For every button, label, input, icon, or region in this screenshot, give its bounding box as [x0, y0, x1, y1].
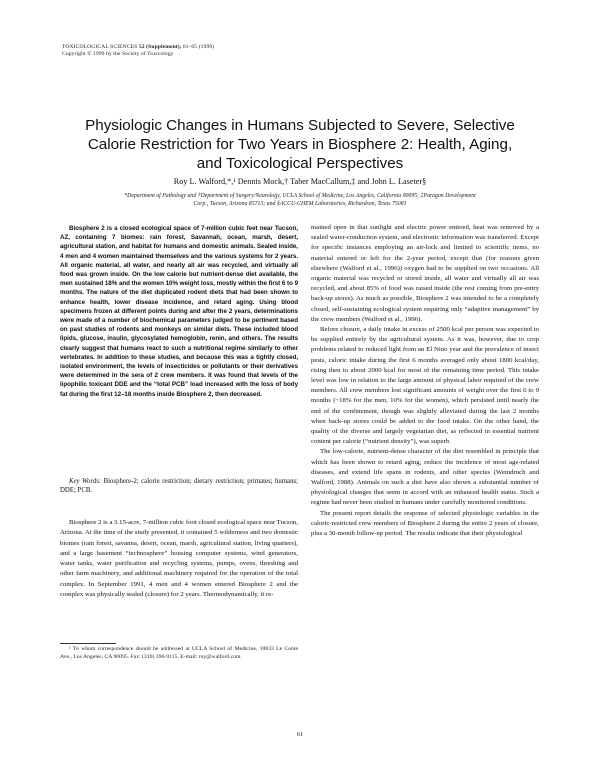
- keywords-text: Biosphere-2; calorie restriction; dietary restriction; primates; humans; DDE; PCB.: [60, 478, 298, 495]
- intro-paragraph-1-continued: mained open in that sunlight and electric power entered, heat was removed by a sealed water-conduction system, and electronic information was transferred. Except for specific instances employing an air-lock and limited to scientific items, no material entered or left for the 2-year period, except that (for reasons given elsewhere (Walford et al., 1996)) oxygen had to be supplied on two occasions. All organic material was recycled or stored inside, all water and virtually all air was recycled, and about 85% of food was raised inside (the rest coming from pre-entry back-up stores). As much as possible, Biosphere 2 was intended to be a completely closed, self-sustaining ecological system requiring only “adaptive management” by the crew members (Walford et al., 1996).: [311, 224, 539, 323]
- intro-paragraph-4: The present report details the response of selected physiologic variables in the caloric-restricted crew members of Biosphere 2 during the entire 2 years of closure, plus a 30-month follow-up period. The results indicate that their physiological: [311, 509, 539, 538]
- intro-paragraph-3: The low-calorie, nutrient-dense character of the diet resembled in principle that which has been shown to retard aging, reduce the incidence of most age-related diseases, and extend life spans in rodents, and other species (Weindruch and Walford, 1988). Animals on such a diet have also shown a substantial number of physiological changes that seem in accord with an enhanced health status. Such a regime had never been studied in humans under carefully monitored conditions.: [311, 448, 539, 507]
- keywords: [60, 477, 298, 495]
- journal-volume: 52 (Supplement),: [138, 44, 182, 50]
- affiliations: [60, 193, 540, 208]
- body-column-left: [60, 518, 298, 600]
- intro-paragraph-2: Before closure, a daily intake in excess of 2500 kcal per person was expected to be supplied entirely by the agricultural system. As it was, however, due to crop problems related to reduced light from an El Nino year and the prevalence of insect pests, caloric intake during the first 6 months averaged only about 1800 kcal/day, rising then to about 2000 kcal for most of the remaining time period. This intake level was low in relation to the large amount of physical labor required of the crew members. All crew members lost significant amounts of weight over the first 6 to 9 months (~18% for the men, 10% for the women), which persisted until nearly the end of the confinement, though was slightly alleviated during the last 2 months when back-up stores could be added to the food intake. On the other hand, the quality of the diverse and largely vegetarian diet, as reflected in essential nutrient content per calorie (“nutrient density”), was superb.: [311, 326, 539, 446]
- title-line-3: and Toxicological Perspectives: [196, 155, 404, 172]
- title-line-1: Physiologic Changes in Humans Subjected to Severe, Selective: [85, 117, 515, 134]
- journal-name: TOXICOLOGICAL SCIENCES: [62, 44, 138, 50]
- affiliation-line-2: Corp., Tucson, Arizona 85713; and §ACCU-CHEM Laboratories, Richardson, Texas 75081: [193, 200, 407, 207]
- journal-pages: 61–65 (1999): [182, 44, 215, 50]
- copyright-line: Copyright © 1999 by the Society of Toxicology: [62, 51, 174, 58]
- journal-header: [62, 44, 214, 58]
- intro-paragraph-1: Biosphere 2 is a 3.15-acre, 7-million cubic foot closed ecological space near Tucson, Arizona. At the time of the study presented, it contained 5 wilderness and two domestic biomes (rain forest, savanna, desert, ocean, marsh, agricultural station, living quarters), and a large basement “technosphere” housing computer systems, wind generators, water tanks, water purification and recycling systems, pumps, ovens, threshing and other farm machinery, and additional machinery required for the operation of the total complex. In September 1991, 4 men and 4 women entered Biosphere 2 and the complex was physically sealed (closure) for 2 years. Thermodynamically, it re-: [60, 519, 298, 599]
- page-number: 61: [296, 731, 304, 738]
- affiliation-line-1: *Department of Pathology and †Department of Surgery/Neurology, UCLA School of Medicine, Los Angeles, California 90095; ‡Paragon Development: [124, 193, 476, 199]
- correspondence-footnote: ¹ To whom correspondence should be addressed at UCLA School of Medicine, 10833 Le Conte Ave., Los Angeles, CA 90095. Fax: (310) 396-9115. E-mail: roy@walford.com.: [60, 646, 298, 660]
- footnote-divider: [60, 643, 116, 644]
- article-title: [60, 116, 540, 173]
- author-list: Roy L. Walford,*,¹ Dennis Mock,† Taber MacCallum,‡ and John L. Laseter§: [173, 177, 427, 186]
- title-line-2: Calorie Restriction for Two Years in Biosphere 2: Health, Aging,: [87, 136, 513, 153]
- keywords-label: Key Words:: [69, 478, 102, 485]
- abstract: Biosphere 2 is a closed ecological space of 7-million cubic feet near Tucson, AZ, containing 7 biomes: rain forest, Savannah, ocean, marsh, desert, agricultural station, and habitat for humans and domestic animals. Sealed inside, 4 men and 4 women maintained themselves and the various systems for 2 years. All organic material, all water, and nearly all air was recycled, and virtually all food was grown inside. On the low calorie but nutrient-dense diet available, the men sustained 18% and the women 10% weight loss, mostly within the first 6 to 9 months. The nature of the diet duplicated rodent diets that had been shown to enhance health, lower disease incidence, and retard aging. Using blood specimens frozen at different points during and after the 2 years, determinations were made of a number of biochemical parameters judged to be pertinent based on past studies of rodents and monkeys on similar diets. These included blood lipids, glucose, insulin, glycosylated hemoglobin, renin, and others. The results clearly suggest that humans react to such a nutritional regime similarly to other vertebrates. In addition to these studies, and because this was a tightly closed, isolated environment, the levels of insecticides or pollutants or their derivatives were determined in the sera of 2 crew members. It was found that levels of the lipophilic toxicant DDE and the “total PCB” load increased with the loss of body fat during the first 12–18 months inside Biosphere 2, then decreased.: [60, 225, 298, 398]
- body-column-right: [311, 223, 539, 539]
